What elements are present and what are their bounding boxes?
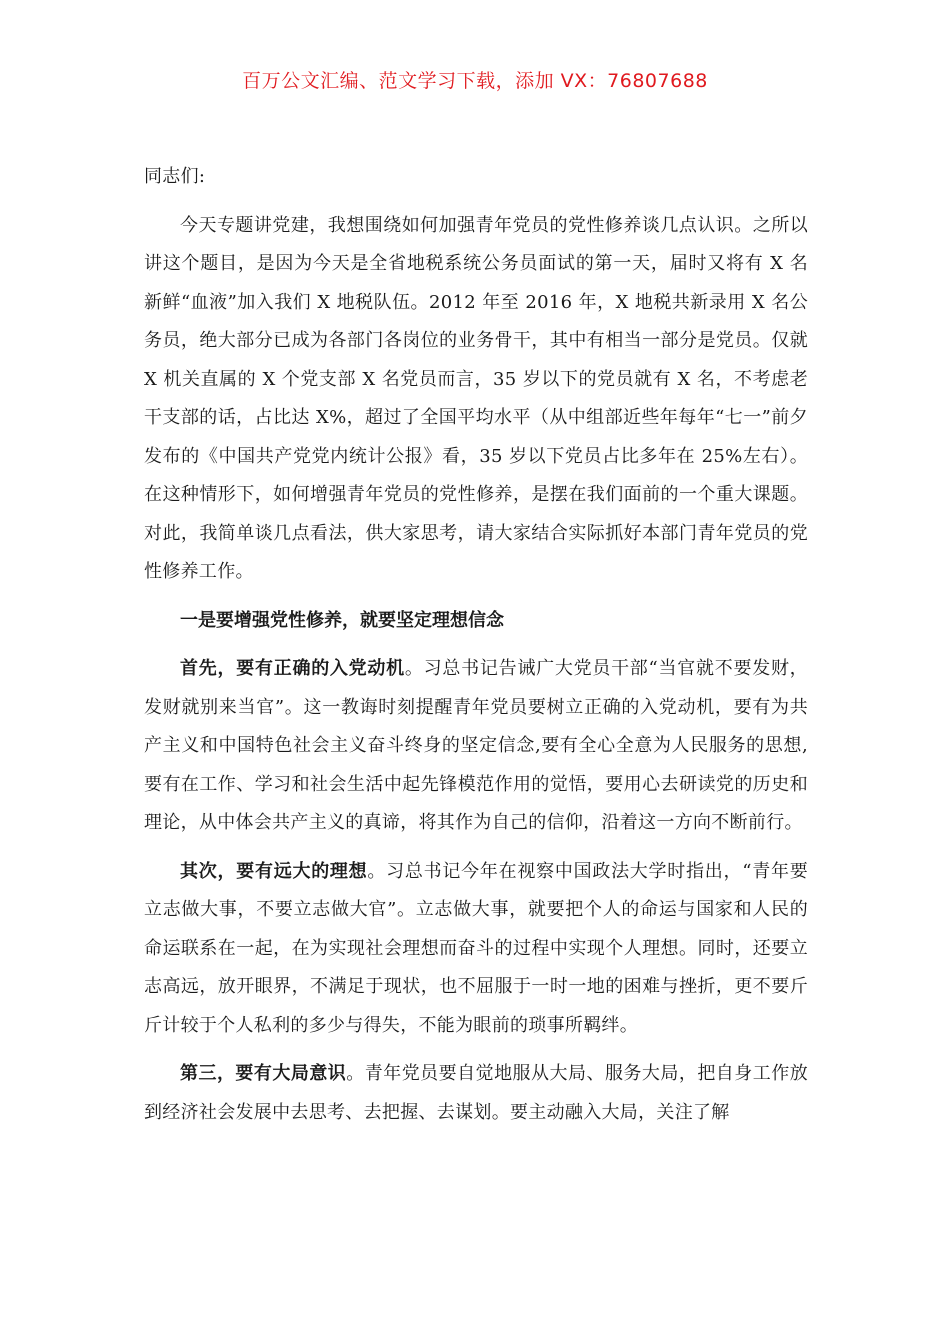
paragraph-text: 。青年党员要自觉地服从大局、服务大局，把自身工作放到经济社会发展中去思考、去把握、去谋划。要主动融入大局，关注了解 <box>144 1063 808 1123</box>
greeting: 同志们: <box>144 166 206 187</box>
paragraph-lead: 第三，要有大局意识 <box>180 1063 347 1084</box>
paragraph-first <box>144 650 808 843</box>
paragraph-lead: 其次，要有远大的理想 <box>180 860 368 882</box>
section-heading: 一是要增强党性修养，就要坚定理想信念 <box>180 609 504 631</box>
paragraph-third <box>144 1055 808 1132</box>
watermark-banner: 百万公文汇编、范文学习下载，添加 VX：76807688 <box>242 70 708 92</box>
paragraph-lead: 首先，要有正确的入党动机 <box>180 658 405 679</box>
document-body <box>144 158 808 1132</box>
intro-paragraph: 今天专题讲党建，我想围绕如何加强青年党员的党性修养谈几点认识。之所以讲这个题目，是因为今天是全省地税系统公务员面试的第一天，届时又将有 X 名新鲜“血液”加入我们 X 地税队伍。2012 年至 2016 年，X 地税共新录用 X 名公务员，绝大部分已成为各部门各岗位的业务骨干，其中有相当一部分是党员。仅就 X 机关直属的 X 个党支部 X 名党员而言，35 岁以下的党员就有 X 名，不考虑老干支部的话，占比达 X%，超过了全国平均水平（从中组部近些年每年“七一”前夕发布的《中国共产党党内统计公报》看，35 岁以下党员占比多年在 25%左右）。在这种情形下，如何增强青年党员的党性修养，是摆在我们面前的一个重大课题。对此，我简单谈几点看法，供大家思考，请大家结合实际抓好本部门青年党员的党性修养工作。 <box>144 214 808 582</box>
paragraph-text: 。习总书记今年在视察中国政法大学时指出，“青年要立志做大事，不要立志做大官”。立志做大事，就要把个人的命运与国家和人民的命运联系在一起，在为实现社会理想而奋斗的过程中实现个人理想。同时，还要立志高远，放开眼界，不满足于现状，也不屈服于一时一地的困难与挫折，更不要斤斤计较于个人私利的多少与得失，不能为眼前的琐事所羁绊。 <box>144 860 808 1036</box>
paragraph-second <box>144 853 808 1046</box>
paragraph-text: 。习总书记告诫广大党员干部“当官就不要发财，发财就别来当官”。这一教诲时刻提醒青年党员要树立正确的入党动机，要有为共产主义和中国特色社会主义奋斗终身的坚定信念,要有全心全意为人民服务的思想,要有在工作、学习和社会生活中起先锋模范作用的觉悟，要用心去研读党的历史和理论，从中体会共产主义的真谛，将其作为自己的信仰，沿着这一方向不断前行。 <box>144 658 808 833</box>
